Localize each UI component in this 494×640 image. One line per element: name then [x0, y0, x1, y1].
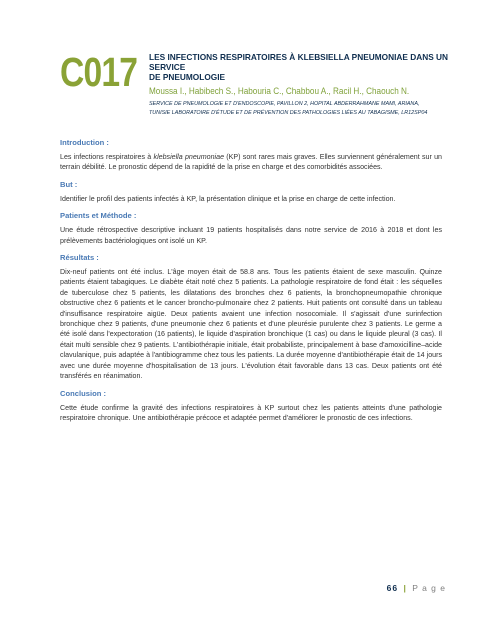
abstract-header [60, 49, 460, 132]
authors: Moussa I., Habibech S., Habouria C., Chabbou A., Racil H., Chaouch N. [149, 86, 410, 97]
abstract-title [149, 52, 469, 82]
title-line-1: LES INFECTIONS RESPIRATOIRES À KLEBSIELLA PNEUMONIAE DANS UN SERVICE [149, 52, 449, 72]
affiliation-line-1: SERVICE DE PNEUMOLOGIE ET D'ENDOSCOPIE, PAVILLON 2, HOPITAL ABDERRAHMANE MAMI, ARIANA, [149, 101, 420, 107]
page-footer [387, 583, 446, 593]
abstract-code: C017 [60, 49, 138, 95]
footer-separator: | [403, 583, 407, 593]
introduction-text-end: (KP) sont rares mais graves. Elles surviennent généralement sur un terrain débilité. Le pronostic dépend de la rapidité de la prise en charge et des comorbidités associées. [60, 153, 443, 172]
aim-heading: But : [60, 179, 78, 189]
affiliation-line-2: TUNISIE LABORATOIRE D'ÉTUDE ET DE PRÉVENTION DES PATHOLOGIES LIÉES AU TABAGISME, LR12SP04 [149, 109, 428, 116]
conclusion-text: Cette étude confirme la gravité des infections respiratoires à KP surtout chez les patients atteints d'une pathologie respiratoire chronique. Une antibiothérapie précoce et adaptée permet d'améliorer le pronostic de ces infections. [60, 403, 442, 422]
title-block [149, 52, 469, 117]
page-number: 66 [386, 583, 399, 593]
methods-heading: Patients et Méthode : [60, 211, 137, 221]
page-label: P a g e [412, 583, 446, 593]
methods-text: Une étude rétrospective descriptive incluant 19 patients hospitalisés dans notre service de 2016 à 2018 et dont les prélèvements bactériologiques ont isolé un KP. [60, 226, 442, 245]
aim-text: Identifier le profil des patients infectés à KP, la présentation clinique et la prise en charge de cette infection. [60, 194, 396, 203]
introduction-text-start: Les infections respiratoires à [60, 153, 154, 161]
introduction-heading: Introduction : [60, 138, 109, 147]
species-name: klebsiella pneumoniae [153, 153, 225, 161]
title-line-2: DE PNEUMOLOGIE [149, 72, 226, 82]
affiliation [149, 100, 469, 117]
abstract-body [60, 138, 442, 430]
results-heading: Résultats : [60, 253, 99, 263]
introduction-text [60, 152, 442, 173]
results-text: Dix-neuf patients ont été inclus. L'âge moyen était de 58.8 ans. Tous les patients étaient de sexe masculin. Quinze patients étaient tabagiques. Le diabète était noté chez 5 patients. La pathologie respiratoire de fond était : les séquelles de tuberculose chez 5 patients, les dilatations des bronches chez 6 patients, la bronchopneumopathie chronique obstructive chez 6 patients et le cancer broncho-pulmonaire chez 2 patients. Huit patients ont consulté dans un tableau d'insuffisance respiratoire aigüe. Deux patients avaient une infection nosocomiale. Il s'agissait d'une surinfection bronchique chez 9 patients, d'une pneumonie chez 6 patients et d'une pleurésie purulente chez 3 patients. Le germe a été isolé dans l'expectoration (16 patients), le liquide d'aspiration bronchique (1 cas) ou dans le liquide pleural (3 cas). Il était multi sensible chez 9 patients. L'antibiothérapie initiale, était probabiliste, principalement à base d'amoxicilline–acide clavulanique, puis adaptée à l'antibiogramme chez tous les patients. La durée moyenne d'antibiothérapie était de 14 jours avec une durée moyenne d'hospitalisation de 13 jours. L'évolution était favorable dans 13 cas. Deux patients ont été transférés en réanimation. [60, 268, 442, 381]
conclusion-heading: Conclusion : [60, 388, 106, 398]
